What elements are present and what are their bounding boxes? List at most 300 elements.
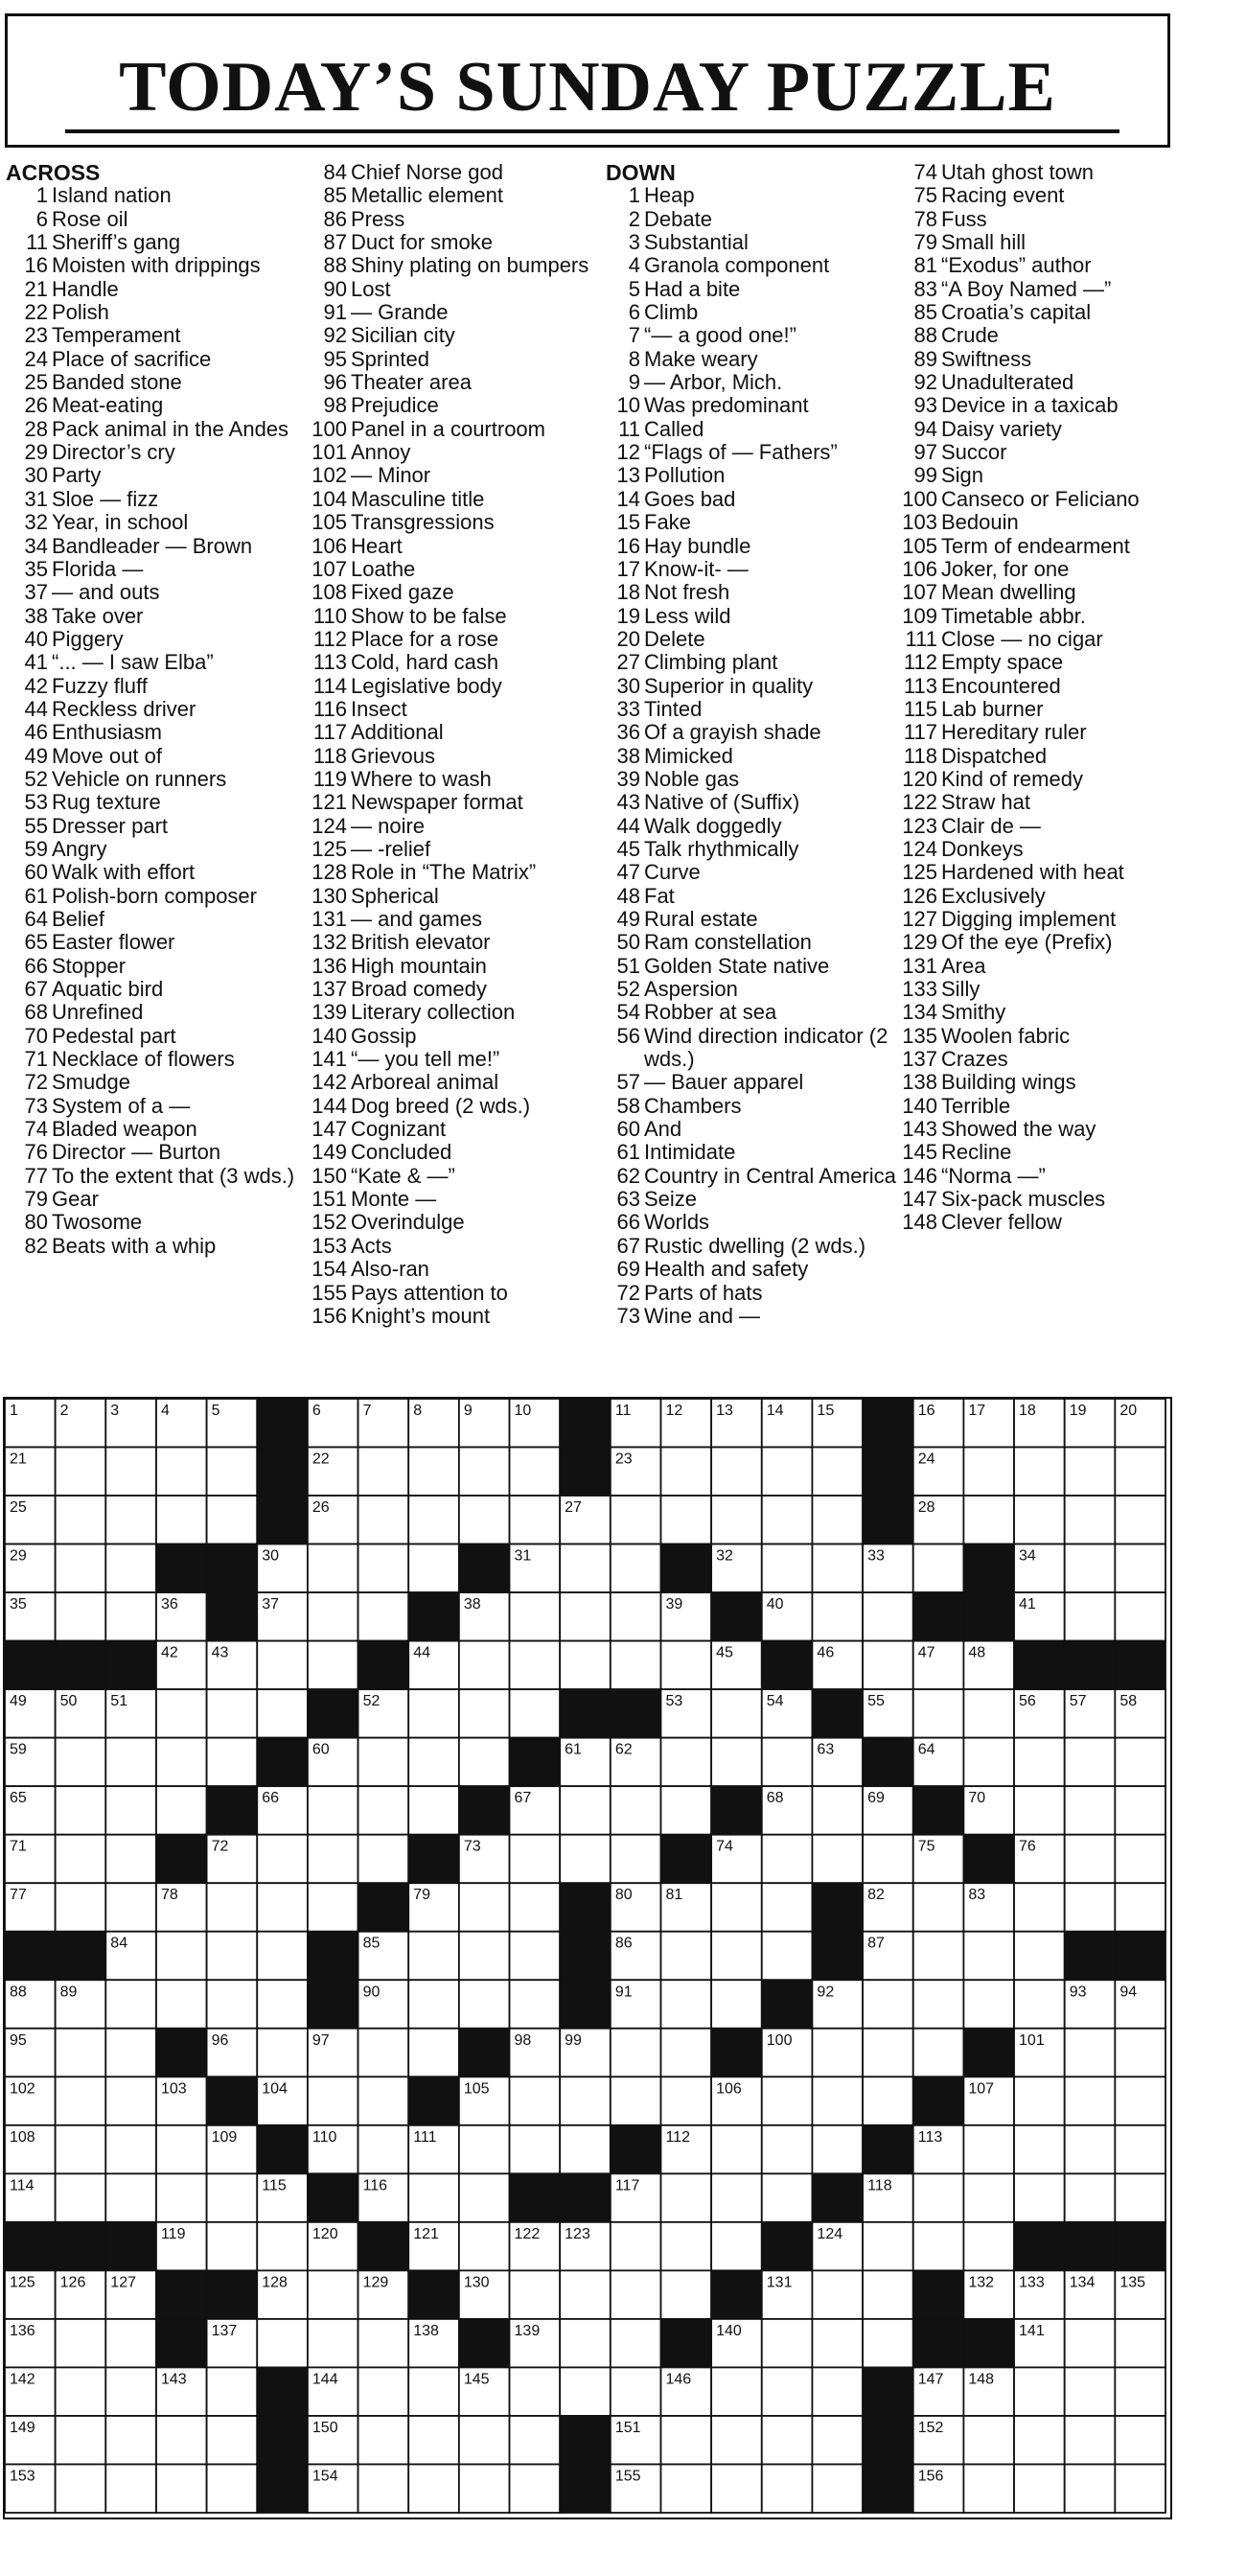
grid-cell[interactable] — [156, 1932, 207, 1981]
grid-cell[interactable] — [560, 2077, 611, 2125]
grid-cell[interactable] — [1014, 2416, 1065, 2465]
grid-cell[interactable] — [913, 2173, 964, 2222]
grid-cell[interactable] — [105, 1883, 156, 1932]
grid-cell[interactable] — [611, 2222, 661, 2271]
grid-cell[interactable] — [812, 1544, 863, 1593]
grid-cell[interactable] — [1014, 1980, 1065, 2029]
grid-cell[interactable] — [510, 1980, 561, 2029]
grid-cell[interactable] — [611, 2029, 661, 2077]
grid-cell[interactable] — [1115, 1738, 1165, 1787]
grid-cell[interactable] — [1115, 1448, 1165, 1497]
grid-cell[interactable] — [510, 2464, 561, 2513]
grid-cell[interactable] — [560, 1786, 611, 1835]
grid-cell[interactable] — [963, 1496, 1014, 1544]
grid-cell[interactable] — [560, 1641, 611, 1690]
grid-cell[interactable] — [913, 2222, 964, 2271]
grid-cell[interactable] — [812, 2125, 863, 2174]
grid-cell[interactable] — [1014, 2464, 1065, 2513]
clue-item — [598, 371, 905, 394]
grid-cell[interactable] — [611, 2077, 661, 2125]
grid-cell[interactable] — [105, 2319, 156, 2368]
grid-cell[interactable] — [308, 1641, 358, 1690]
grid-cell[interactable] — [1065, 2367, 1116, 2416]
grid-cell[interactable] — [408, 2173, 459, 2222]
grid-cell[interactable] — [812, 2270, 863, 2319]
grid-cell[interactable] — [105, 1835, 156, 1884]
grid-cell[interactable] — [156, 1738, 207, 1787]
grid-cell[interactable] — [1065, 2029, 1116, 2077]
grid-cell[interactable] — [963, 1448, 1014, 1497]
grid-cell[interactable] — [459, 1738, 510, 1787]
grid-cell[interactable] — [257, 1883, 308, 1932]
grid-cell[interactable] — [611, 1786, 661, 1835]
grid-cell[interactable] — [762, 1448, 813, 1497]
grid-cell[interactable] — [560, 1592, 611, 1641]
grid-cell[interactable] — [56, 1592, 106, 1641]
grid-cell[interactable] — [913, 2029, 964, 2077]
grid-cell[interactable] — [56, 1448, 106, 1497]
grid-cell[interactable] — [257, 1980, 308, 2029]
grid-cell[interactable] — [762, 2416, 813, 2465]
grid-cell[interactable] — [358, 1544, 409, 1593]
grid-cell[interactable] — [510, 2077, 561, 2125]
grid-cell[interactable] — [611, 1544, 661, 1593]
grid-cell[interactable] — [1065, 2464, 1116, 2513]
grid-cell[interactable] — [207, 1496, 258, 1544]
cell-number: 58 — [1119, 1693, 1138, 1710]
grid-cell[interactable] — [711, 1738, 762, 1787]
grid-cell[interactable] — [611, 2319, 661, 2368]
grid-cell[interactable] — [308, 2319, 358, 2368]
cell-number: 120 — [312, 2225, 338, 2242]
grid-cell[interactable] — [762, 1835, 813, 1884]
grid-cell[interactable] — [105, 2416, 156, 2465]
grid-cell[interactable] — [408, 2029, 459, 2077]
grid-cell[interactable] — [459, 2222, 510, 2271]
grid-cell[interactable] — [56, 1738, 106, 1787]
grid-cell[interactable] — [1115, 2077, 1165, 2125]
grid-cell[interactable] — [156, 2464, 207, 2513]
grid-cell[interactable] — [1065, 1448, 1116, 1497]
grid-cell[interactable] — [408, 1932, 459, 1981]
grid-cell[interactable] — [1065, 2173, 1116, 2222]
grid-cell[interactable] — [963, 2416, 1014, 2465]
grid-cell[interactable] — [459, 2125, 510, 2174]
grid-cell[interactable] — [358, 2077, 409, 2125]
grid-cell[interactable] — [510, 1883, 561, 1932]
across-heading: ACROSS — [6, 160, 101, 185]
grid-cell[interactable] — [913, 1883, 964, 1932]
grid-cell[interactable] — [56, 2319, 106, 2368]
grid-cell[interactable] — [358, 2029, 409, 2077]
grid-cell[interactable] — [963, 1689, 1014, 1738]
grid-cell[interactable] — [963, 2173, 1014, 2222]
grid-cell[interactable] — [1014, 1448, 1065, 1497]
grid-cell[interactable] — [105, 2125, 156, 2174]
grid-cell[interactable] — [207, 2416, 258, 2465]
grid-cell[interactable] — [1014, 1932, 1065, 1981]
grid-cell[interactable] — [156, 2416, 207, 2465]
grid-cell[interactable] — [459, 1641, 510, 1690]
grid-cell[interactable] — [611, 2367, 661, 2416]
clue-text: Hereditary ruler — [941, 720, 1087, 745]
grid-cell[interactable] — [105, 1980, 156, 2029]
grid-cell[interactable] — [510, 2416, 561, 2465]
grid-cell[interactable] — [510, 1689, 561, 1738]
grid-cell[interactable] — [308, 2270, 358, 2319]
grid-cell[interactable] — [358, 2416, 409, 2465]
grid-cell[interactable] — [1065, 1496, 1116, 1544]
grid-cell[interactable] — [56, 1496, 106, 1544]
grid-cell[interactable] — [660, 2416, 711, 2465]
grid-cell[interactable] — [711, 1496, 762, 1544]
grid-cell[interactable] — [358, 1496, 409, 1544]
grid-cell[interactable] — [913, 1980, 964, 2029]
grid-cell[interactable] — [560, 1835, 611, 1884]
grid-cell[interactable] — [1115, 2464, 1165, 2513]
grid-cell[interactable] — [1014, 2367, 1065, 2416]
grid-cell[interactable] — [611, 2270, 661, 2319]
grid-cell[interactable] — [963, 2222, 1014, 2271]
grid-cell[interactable] — [156, 1496, 207, 1544]
grid-cell[interactable] — [459, 2416, 510, 2465]
grid-cell[interactable] — [762, 2173, 813, 2222]
grid-cell[interactable] — [358, 1592, 409, 1641]
grid-canvas[interactable] — [5, 1399, 1170, 2518]
grid-cell[interactable] — [459, 1448, 510, 1497]
grid-cell[interactable] — [1115, 2416, 1165, 2465]
grid-cell[interactable] — [207, 2173, 258, 2222]
grid-cell[interactable] — [1115, 1592, 1165, 1641]
grid-cell[interactable] — [963, 2464, 1014, 2513]
grid-cell[interactable] — [207, 2464, 258, 2513]
grid-cell[interactable] — [611, 1641, 661, 1690]
grid-cell[interactable] — [762, 1738, 813, 1787]
grid-cell[interactable] — [560, 1544, 611, 1593]
grid-cell[interactable] — [560, 2270, 611, 2319]
grid-cell[interactable] — [812, 1786, 863, 1835]
grid-cell[interactable] — [1065, 1738, 1116, 1787]
grid-cell[interactable] — [660, 2029, 711, 2077]
crossword-grid[interactable] — [3, 1397, 1172, 2519]
grid-cell[interactable] — [308, 1786, 358, 1835]
grid-cell[interactable] — [408, 1786, 459, 1835]
grid-cell[interactable] — [459, 1932, 510, 1981]
grid-cell[interactable] — [1115, 2367, 1165, 2416]
grid-cell[interactable] — [56, 2125, 106, 2174]
grid-cell[interactable] — [358, 1835, 409, 1884]
grid-cell[interactable] — [207, 1689, 258, 1738]
grid-cell[interactable] — [510, 2270, 561, 2319]
grid-cell[interactable] — [1115, 1835, 1165, 1884]
grid-cell[interactable] — [207, 1448, 258, 1497]
grid-cell[interactable] — [257, 2319, 308, 2368]
grid-cell[interactable] — [1014, 1883, 1065, 1932]
grid-cell[interactable] — [1115, 2173, 1165, 2222]
grid-cell[interactable] — [660, 2222, 711, 2271]
grid-cell[interactable] — [863, 1641, 913, 1690]
grid-cell[interactable] — [762, 1932, 813, 1981]
grid-cell[interactable] — [358, 1738, 409, 1787]
grid-cell[interactable] — [308, 1592, 358, 1641]
grid-cell[interactable] — [1115, 1883, 1165, 1932]
grid-cell[interactable] — [863, 2319, 913, 2368]
grid-cell[interactable] — [257, 2222, 308, 2271]
grid-cell[interactable] — [56, 2416, 106, 2465]
grid-cell[interactable] — [711, 2173, 762, 2222]
grid-cell[interactable] — [408, 1496, 459, 1544]
grid-cell[interactable] — [1065, 2077, 1116, 2125]
grid-cell[interactable] — [1115, 2125, 1165, 2174]
grid-cell[interactable] — [812, 1835, 863, 1884]
grid-cell[interactable] — [963, 1980, 1014, 2029]
grid-cell[interactable] — [207, 2222, 258, 2271]
grid-cell[interactable] — [1065, 2319, 1116, 2368]
grid-cell[interactable] — [913, 1689, 964, 1738]
grid-cell[interactable] — [660, 1738, 711, 1787]
grid-cell[interactable] — [711, 1883, 762, 1932]
grid-cell[interactable] — [105, 1448, 156, 1497]
grid-cell[interactable] — [105, 1496, 156, 1544]
grid-cell[interactable] — [1065, 1883, 1116, 1932]
grid-cell[interactable] — [1014, 2077, 1065, 2125]
grid-cell[interactable] — [1115, 1496, 1165, 1544]
grid-cell[interactable] — [1065, 2416, 1116, 2465]
grid-cell[interactable] — [660, 2270, 711, 2319]
grid-cell[interactable] — [459, 2464, 510, 2513]
grid-cell[interactable] — [105, 1592, 156, 1641]
grid-cell[interactable] — [257, 1689, 308, 1738]
grid-cell[interactable] — [812, 1592, 863, 1641]
grid-cell[interactable] — [156, 1448, 207, 1497]
cell-number: 112 — [665, 2128, 690, 2146]
grid-cell[interactable] — [207, 1932, 258, 1981]
grid-cell[interactable] — [408, 1980, 459, 2029]
grid-cell[interactable] — [660, 2464, 711, 2513]
grid-cell[interactable] — [408, 1689, 459, 1738]
grid-cell[interactable] — [1065, 2125, 1116, 2174]
grid-cell[interactable] — [660, 2173, 711, 2222]
grid-cell[interactable] — [56, 2077, 106, 2125]
grid-cell[interactable] — [660, 2077, 711, 2125]
grid-cell[interactable] — [963, 1738, 1014, 1787]
grid-cell[interactable] — [105, 1786, 156, 1835]
clue-item — [598, 488, 905, 511]
grid-cell[interactable] — [156, 2125, 207, 2174]
grid-cell[interactable] — [105, 2367, 156, 2416]
grid-cell[interactable] — [762, 1496, 813, 1544]
grid-cell[interactable] — [56, 1786, 106, 1835]
clue-text: Fuzzy fluff — [52, 673, 148, 698]
grid-cell[interactable] — [762, 2367, 813, 2416]
grid-cell[interactable] — [762, 1544, 813, 1593]
grid-cell[interactable] — [358, 1786, 409, 1835]
grid-cell[interactable] — [1065, 1786, 1116, 1835]
grid-block — [611, 2125, 661, 2174]
grid-cell[interactable] — [308, 1883, 358, 1932]
grid-cell[interactable] — [510, 1932, 561, 1981]
grid-cell[interactable] — [963, 1932, 1014, 1981]
grid-cell[interactable] — [1014, 1496, 1065, 1544]
grid-cell[interactable] — [156, 1786, 207, 1835]
grid-cell[interactable] — [711, 1932, 762, 1981]
grid-cell[interactable] — [1014, 2125, 1065, 2174]
grid-cell[interactable] — [1115, 2319, 1165, 2368]
grid-cell[interactable] — [913, 1544, 964, 1593]
grid-cell[interactable] — [963, 2125, 1014, 2174]
grid-cell[interactable] — [510, 1496, 561, 1544]
grid-cell[interactable] — [863, 1835, 913, 1884]
grid-cell[interactable] — [863, 1592, 913, 1641]
grid-cell[interactable] — [762, 2077, 813, 2125]
grid-cell[interactable] — [459, 1689, 510, 1738]
grid-cell[interactable] — [1014, 2173, 1065, 2222]
grid-cell[interactable] — [611, 1835, 661, 1884]
grid-cell[interactable] — [510, 1592, 561, 1641]
grid-cell[interactable] — [156, 1980, 207, 2029]
grid-cell[interactable] — [105, 1544, 156, 1593]
clue-number: 94 — [913, 416, 937, 441]
grid-cell[interactable] — [711, 1448, 762, 1497]
clue-number: 44 — [24, 696, 48, 721]
grid-cell[interactable] — [812, 2464, 863, 2513]
grid-cell[interactable] — [408, 2464, 459, 2513]
grid-cell[interactable] — [459, 1980, 510, 2029]
grid-cell[interactable] — [358, 2125, 409, 2174]
grid-cell[interactable] — [459, 2173, 510, 2222]
grid-cell[interactable] — [863, 2222, 913, 2271]
grid-cell[interactable] — [812, 2077, 863, 2125]
grid-cell[interactable] — [207, 2367, 258, 2416]
grid-cell[interactable] — [257, 1932, 308, 1981]
grid-cell[interactable] — [1115, 2029, 1165, 2077]
grid-cell[interactable] — [257, 1641, 308, 1690]
grid-cell[interactable] — [711, 1980, 762, 2029]
grid-cell[interactable] — [660, 1641, 711, 1690]
clue-text: Smudge — [52, 1070, 130, 1095]
grid-cell[interactable] — [711, 2464, 762, 2513]
grid-cell[interactable] — [56, 1883, 106, 1932]
grid-cell[interactable] — [358, 2367, 409, 2416]
grid-cell[interactable] — [510, 1641, 561, 1690]
grid-cell[interactable] — [510, 1448, 561, 1497]
grid-cell[interactable] — [358, 2319, 409, 2368]
grid-cell[interactable] — [660, 1448, 711, 1497]
grid-cell[interactable] — [56, 2367, 106, 2416]
grid-block — [257, 2125, 308, 2174]
clue-text: Sign — [941, 463, 984, 488]
grid-cell[interactable] — [762, 2125, 813, 2174]
grid-cell[interactable] — [56, 2464, 106, 2513]
grid-cell[interactable] — [762, 2319, 813, 2368]
clue-number: 49 — [24, 743, 48, 768]
grid-cell[interactable] — [1014, 1738, 1065, 1787]
cell-number: 42 — [160, 1644, 178, 1661]
grid-cell[interactable] — [660, 1496, 711, 1544]
grid-cell[interactable] — [913, 1932, 964, 1981]
grid-cell[interactable] — [560, 2319, 611, 2368]
grid-cell[interactable] — [105, 2029, 156, 2077]
grid-cell[interactable] — [711, 2222, 762, 2271]
grid-cell[interactable] — [207, 1883, 258, 1932]
grid-cell[interactable] — [863, 2270, 913, 2319]
grid-cell[interactable] — [408, 2416, 459, 2465]
grid-cell[interactable] — [812, 2319, 863, 2368]
grid-cell[interactable] — [660, 1980, 711, 2029]
grid-cell[interactable] — [812, 2416, 863, 2465]
grid-cell[interactable] — [408, 2367, 459, 2416]
grid-cell[interactable] — [105, 2464, 156, 2513]
grid-cell[interactable] — [56, 1544, 106, 1593]
grid-cell[interactable] — [257, 2029, 308, 2077]
grid-cell[interactable] — [863, 1980, 913, 2029]
grid-cell[interactable] — [660, 1932, 711, 1981]
grid-cell[interactable] — [459, 1496, 510, 1544]
grid-cell[interactable] — [105, 1738, 156, 1787]
grid-cell[interactable] — [1014, 1786, 1065, 1835]
grid-cell[interactable] — [660, 1786, 711, 1835]
grid-cell[interactable] — [257, 1835, 308, 1884]
grid-cell[interactable] — [863, 2029, 913, 2077]
grid-cell[interactable] — [510, 1835, 561, 1884]
grid-cell[interactable] — [156, 2173, 207, 2222]
grid-cell[interactable] — [207, 1980, 258, 2029]
grid-cell[interactable] — [762, 2464, 813, 2513]
grid-cell[interactable] — [56, 2173, 106, 2222]
grid-cell[interactable] — [863, 2077, 913, 2125]
grid-cell[interactable] — [56, 1835, 106, 1884]
grid-cell[interactable] — [308, 1835, 358, 1884]
grid-cell[interactable] — [156, 1689, 207, 1738]
clue-text: Succor — [941, 440, 1007, 465]
grid-cell[interactable] — [510, 2125, 561, 2174]
grid-cell[interactable] — [711, 2125, 762, 2174]
grid-cell[interactable] — [711, 1689, 762, 1738]
grid-cell[interactable] — [308, 1544, 358, 1593]
grid-cell[interactable] — [510, 2367, 561, 2416]
grid-cell[interactable] — [105, 2173, 156, 2222]
grid-cell[interactable] — [812, 1448, 863, 1497]
grid-cell[interactable] — [1065, 1544, 1116, 1593]
grid-cell[interactable] — [408, 1544, 459, 1593]
grid-cell[interactable] — [711, 2416, 762, 2465]
grid-cell[interactable] — [358, 2464, 409, 2513]
grid-cell[interactable] — [408, 1448, 459, 1497]
grid-cell[interactable] — [1065, 1592, 1116, 1641]
grid-cell[interactable] — [812, 2367, 863, 2416]
grid-cell[interactable] — [611, 1496, 661, 1544]
grid-cell[interactable] — [105, 2077, 156, 2125]
grid-cell[interactable] — [207, 1738, 258, 1787]
clue-text: Called — [644, 416, 704, 441]
grid-cell[interactable] — [56, 2029, 106, 2077]
grid-cell[interactable] — [560, 2125, 611, 2174]
grid-cell[interactable] — [1065, 1835, 1116, 1884]
grid-cell[interactable] — [611, 1592, 661, 1641]
grid-cell[interactable] — [459, 1883, 510, 1932]
grid-cell[interactable] — [812, 1496, 863, 1544]
grid-cell[interactable] — [358, 1448, 409, 1497]
grid-cell[interactable] — [812, 2029, 863, 2077]
grid-cell[interactable] — [711, 2367, 762, 2416]
clue-number: 30 — [616, 673, 640, 698]
grid-cell[interactable] — [408, 1738, 459, 1787]
grid-cell[interactable] — [1115, 1786, 1165, 1835]
grid-cell[interactable] — [762, 1883, 813, 1932]
grid-cell[interactable] — [308, 2077, 358, 2125]
grid-cell[interactable] — [1115, 1544, 1165, 1593]
grid-cell[interactable] — [560, 2367, 611, 2416]
